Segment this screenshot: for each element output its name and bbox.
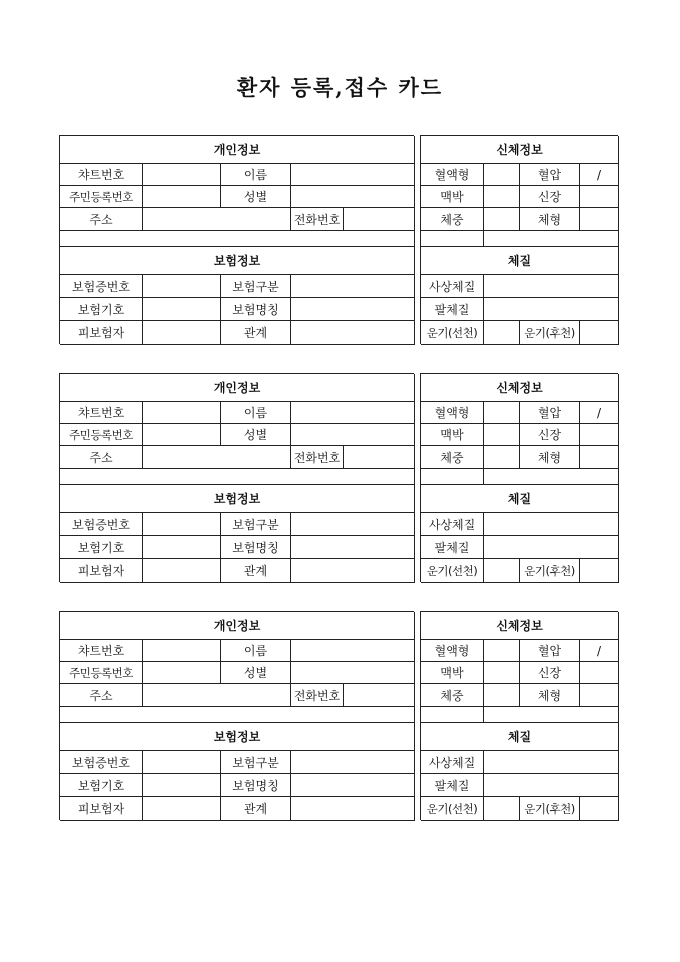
address-field[interactable] <box>143 208 291 231</box>
body-type-label: 체형 <box>520 208 580 231</box>
insurance-info-header: 보험정보 <box>60 723 415 751</box>
height-label: 신장 <box>520 186 580 208</box>
sex-field[interactable] <box>291 186 415 208</box>
insurance-code-field[interactable] <box>143 536 221 559</box>
pulse-label: 맥박 <box>421 424 484 446</box>
insurance-type-label: 보험구분 <box>221 751 291 774</box>
sex-field[interactable] <box>291 662 415 684</box>
blood-pressure-label: 혈압 <box>520 402 580 424</box>
sasang-field[interactable] <box>484 751 619 774</box>
address-field[interactable] <box>143 446 291 469</box>
registration-card-3 <box>59 611 618 820</box>
fortune-late-field[interactable] <box>580 559 619 583</box>
chart-no-field[interactable] <box>143 164 221 186</box>
relation-label: 관계 <box>221 797 291 821</box>
chart-no-field[interactable] <box>143 402 221 424</box>
insurance-type-field[interactable] <box>291 513 415 536</box>
insurance-name-label: 보험명칭 <box>221 298 291 321</box>
blood-type-field[interactable] <box>484 402 520 424</box>
relation-field[interactable] <box>291 321 415 345</box>
name-label: 이름 <box>221 164 291 186</box>
insurance-type-field[interactable] <box>291 275 415 298</box>
insurance-code-label: 보험기호 <box>60 298 143 321</box>
resident-no-label: 주민등록번호 <box>60 662 143 684</box>
phone-label: 전화번호 <box>291 684 344 707</box>
eight-constitution-label: 팔체질 <box>421 298 484 321</box>
resident-no-field[interactable] <box>143 424 221 446</box>
fortune-early-label: 운기(선천) <box>421 321 484 345</box>
chart-no-label: 챠트번호 <box>60 640 143 662</box>
address-label: 주소 <box>60 446 143 469</box>
height-field[interactable] <box>580 186 619 208</box>
constitution-header: 체질 <box>421 247 619 275</box>
weight-label: 체중 <box>421 208 484 231</box>
insurance-info-header: 보험정보 <box>60 247 415 275</box>
eight-constitution-field[interactable] <box>484 774 619 797</box>
fortune-early-label: 운기(선천) <box>421 797 484 821</box>
body-type-label: 체형 <box>520 684 580 707</box>
name-label: 이름 <box>221 640 291 662</box>
blood-pressure-field[interactable]: / <box>580 640 619 662</box>
insurance-card-no-label: 보험증번호 <box>60 751 143 774</box>
personal-insurance-table <box>59 135 414 344</box>
name-field[interactable] <box>291 640 415 662</box>
personal-insurance-table <box>59 373 414 582</box>
fortune-early-field[interactable] <box>484 321 520 345</box>
registration-card-2 <box>59 373 618 582</box>
insurance-code-label: 보험기호 <box>60 536 143 559</box>
insurance-code-field[interactable] <box>143 298 221 321</box>
insured-field[interactable] <box>143 321 221 345</box>
name-field[interactable] <box>291 164 415 186</box>
insurance-type-field[interactable] <box>291 751 415 774</box>
sasang-label: 사상체질 <box>421 275 484 298</box>
fortune-early-field[interactable] <box>484 559 520 583</box>
fortune-late-field[interactable] <box>580 797 619 821</box>
sex-field[interactable] <box>291 424 415 446</box>
eight-constitution-label: 팔체질 <box>421 536 484 559</box>
blood-pressure-label: 혈압 <box>520 640 580 662</box>
fortune-early-label: 운기(선천) <box>421 559 484 583</box>
sasang-field[interactable] <box>484 513 619 536</box>
blank-cell <box>421 707 484 723</box>
address-field[interactable] <box>143 684 291 707</box>
sex-label: 성별 <box>221 186 291 208</box>
fortune-late-label: 운기(후천) <box>520 321 580 345</box>
insurance-type-label: 보험구분 <box>221 513 291 536</box>
insurance-name-label: 보험명칭 <box>221 536 291 559</box>
eight-constitution-field[interactable] <box>484 536 619 559</box>
page-title: 환자 등록,접수 카드 <box>236 75 444 100</box>
eight-constitution-field[interactable] <box>484 298 619 321</box>
insurance-name-field[interactable] <box>291 298 415 321</box>
constitution-header: 체질 <box>421 485 619 513</box>
insurance-code-label: 보험기호 <box>60 774 143 797</box>
constitution-header: 체질 <box>421 723 619 751</box>
insured-label: 피보험자 <box>60 559 143 583</box>
body-type-field[interactable] <box>580 208 619 231</box>
phone-label: 전화번호 <box>291 208 344 231</box>
chart-no-label: 챠트번호 <box>60 402 143 424</box>
sasang-label: 사상체질 <box>421 513 484 536</box>
address-label: 주소 <box>60 684 143 707</box>
height-label: 신장 <box>520 662 580 684</box>
weight-field[interactable] <box>484 208 520 231</box>
blood-type-label: 혈액형 <box>421 164 484 186</box>
relation-label: 관계 <box>221 321 291 345</box>
weight-label: 체중 <box>421 684 484 707</box>
sex-label: 성별 <box>221 424 291 446</box>
pulse-field[interactable] <box>484 424 520 446</box>
height-field[interactable] <box>580 424 619 446</box>
insurance-name-field[interactable] <box>291 774 415 797</box>
body-info-header: 신체정보 <box>421 136 619 164</box>
blood-type-field[interactable] <box>484 164 520 186</box>
body-info-header: 신체정보 <box>421 612 619 640</box>
insurance-card-no-field[interactable] <box>143 751 221 774</box>
blank-cell <box>421 231 484 247</box>
pulse-label: 맥박 <box>421 662 484 684</box>
relation-field[interactable] <box>291 559 415 583</box>
insurance-card-no-label: 보험증번호 <box>60 513 143 536</box>
sex-label: 성별 <box>221 662 291 684</box>
insurance-card-no-field[interactable] <box>143 513 221 536</box>
phone-field[interactable] <box>344 446 415 469</box>
blank-cell-wide <box>484 231 619 247</box>
body-constitution-table <box>420 135 618 344</box>
body-constitution-table <box>420 373 618 582</box>
insured-field[interactable] <box>143 559 221 583</box>
blank-cell-wide <box>484 707 619 723</box>
blank-cell-wide <box>484 469 619 485</box>
phone-label: 전화번호 <box>291 446 344 469</box>
fortune-late-field[interactable] <box>580 321 619 345</box>
pulse-field[interactable] <box>484 186 520 208</box>
name-field[interactable] <box>291 402 415 424</box>
registration-card-1 <box>59 135 618 344</box>
insurance-type-label: 보험구분 <box>221 275 291 298</box>
blank-row <box>60 707 415 723</box>
insurance-info-header: 보험정보 <box>60 485 415 513</box>
insurance-card-no-field[interactable] <box>143 275 221 298</box>
insurance-code-field[interactable] <box>143 774 221 797</box>
weight-label: 체중 <box>421 446 484 469</box>
blank-row <box>60 231 415 247</box>
body-info-header: 신체정보 <box>421 374 619 402</box>
eight-constitution-label: 팔체질 <box>421 774 484 797</box>
insurance-name-label: 보험명칭 <box>221 774 291 797</box>
body-constitution-table <box>420 611 618 820</box>
resident-no-label: 주민등록번호 <box>60 186 143 208</box>
fortune-late-label: 운기(후천) <box>520 797 580 821</box>
fortune-late-label: 운기(후천) <box>520 559 580 583</box>
insured-label: 피보험자 <box>60 797 143 821</box>
chart-no-field[interactable] <box>143 640 221 662</box>
body-type-label: 체형 <box>520 446 580 469</box>
resident-no-label: 주민등록번호 <box>60 424 143 446</box>
blood-pressure-field[interactable]: / <box>580 402 619 424</box>
personal-info-header: 개인정보 <box>60 374 415 402</box>
phone-field[interactable] <box>344 684 415 707</box>
height-label: 신장 <box>520 424 580 446</box>
weight-field[interactable] <box>484 684 520 707</box>
fortune-early-field[interactable] <box>484 797 520 821</box>
insured-label: 피보험자 <box>60 321 143 345</box>
blood-pressure-field[interactable]: / <box>580 164 619 186</box>
blood-type-label: 혈액형 <box>421 402 484 424</box>
resident-no-field[interactable] <box>143 662 221 684</box>
sasang-field[interactable] <box>484 275 619 298</box>
pulse-field[interactable] <box>484 662 520 684</box>
weight-field[interactable] <box>484 446 520 469</box>
body-type-field[interactable] <box>580 446 619 469</box>
relation-label: 관계 <box>221 559 291 583</box>
insurance-card-no-label: 보험증번호 <box>60 275 143 298</box>
blank-cell <box>421 469 484 485</box>
relation-field[interactable] <box>291 797 415 821</box>
insured-field[interactable] <box>143 797 221 821</box>
name-label: 이름 <box>221 402 291 424</box>
address-label: 주소 <box>60 208 143 231</box>
phone-field[interactable] <box>344 208 415 231</box>
blank-row <box>60 469 415 485</box>
resident-no-field[interactable] <box>143 186 221 208</box>
personal-info-header: 개인정보 <box>60 612 415 640</box>
sasang-label: 사상체질 <box>421 751 484 774</box>
body-type-field[interactable] <box>580 684 619 707</box>
blood-type-field[interactable] <box>484 640 520 662</box>
height-field[interactable] <box>580 662 619 684</box>
blood-pressure-label: 혈압 <box>520 164 580 186</box>
pulse-label: 맥박 <box>421 186 484 208</box>
personal-insurance-table <box>59 611 414 820</box>
insurance-name-field[interactable] <box>291 536 415 559</box>
chart-no-label: 챠트번호 <box>60 164 143 186</box>
personal-info-header: 개인정보 <box>60 136 415 164</box>
blood-type-label: 혈액형 <box>421 640 484 662</box>
